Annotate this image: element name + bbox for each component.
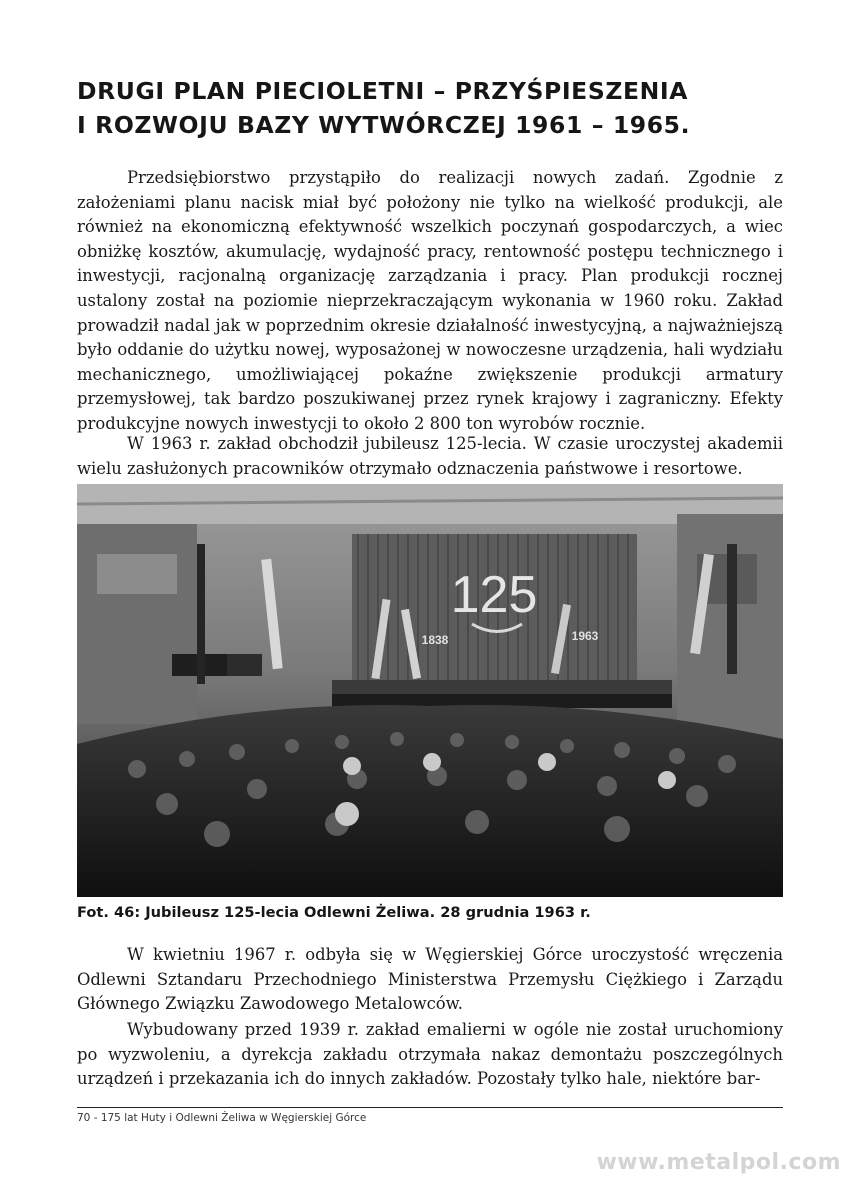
jubilee-photo [77,484,783,897]
paragraph-enamel: Wybudowany przed 1939 r. zakład emalierni w ogóle nie został uruchomiony po wyzwoleniu, a dyrekcja zakładu otrzymała nakaz demontażu poszczególnych urządzeń i przekazania ich do innych zakładów. Pozostały tylko hale, niektóre bar- [77,1020,783,1089]
page-footer: 70 - 175 lat Huty i Odlewni Żeliwa w Węgierskiej Górce [77,1112,367,1124]
paragraph-jubilee: W 1963 r. zakład obchodził jubileusz 125-lecia. W czasie uroczystej akademii wielu zasłużonych pracowników otrzymało odznaczenia państwowe i resortowe. [77,434,783,478]
footer-divider [77,1107,783,1108]
banner-year-left: 1838 [421,633,449,647]
heading-line-2: I ROZWOJU BAZY WYTWÓRCZEJ 1961 – 1965. [77,111,691,139]
paragraph-plan: Przedsiębiorstwo przystąpiło do realizacji nowych zadań. Zgodnie z założeniami planu nacisk miał być położony nie tylko na wielkość produkcji, ale również na ekonomiczną efektywność wszelkich poczynań gospodarczych, a wiec obniżkę kosztów, akumulację, wydajność pracy, rentowność postępu technicznego i inwestycji, racjonalną organizację zarządzania i pracy. Plan produkcji rocznej ustalony został na poziomie nieprzekraczającym wykonania w 1960 roku. Zakład prowadził nadal jak w poprzednim okresie działalność inwestycyjną, a najważniejszą było oddanie do użytku nowej, wyposażonej w nowoczesne urządzenia, hali wydziału mechanicznego, umożliwiającej pokaźne zwiększenie produkcji armatury przemysłowej, tak bardzo poszukiwanej przez rynek krajowy i zagraniczny. Efekty produkcyjne nowych inwestycji to około 2 800 ton wyrobów rocznie. [77,168,783,433]
audience-crowd [77,705,783,897]
flag-icon [727,544,737,674]
section-heading [77,74,797,142]
photo-caption: Fot. 46: Jubileusz 125-lecia Odlewni Żeliwa. 28 grudnia 1963 r. [77,904,591,921]
paragraph-banner: W kwietniu 1967 r. odbyła się w Węgierskiej Górce uroczystość wręczenia Odlewni Sztandaru Przechodniego Ministerstwa Przemysłu Ciężkiego i Zarządu Głównego Związku Zawodowego Metalowców. [77,945,783,1014]
heading-line-1: DRUGI PLAN PIECIOLETNI – PRZYŚPIESZENIA [77,77,689,105]
banner-year-right: 1963 [571,629,599,643]
watermark: www.metalpol.com [596,1150,841,1175]
banner-number: 125 [450,566,538,624]
flag-icon [197,544,205,684]
